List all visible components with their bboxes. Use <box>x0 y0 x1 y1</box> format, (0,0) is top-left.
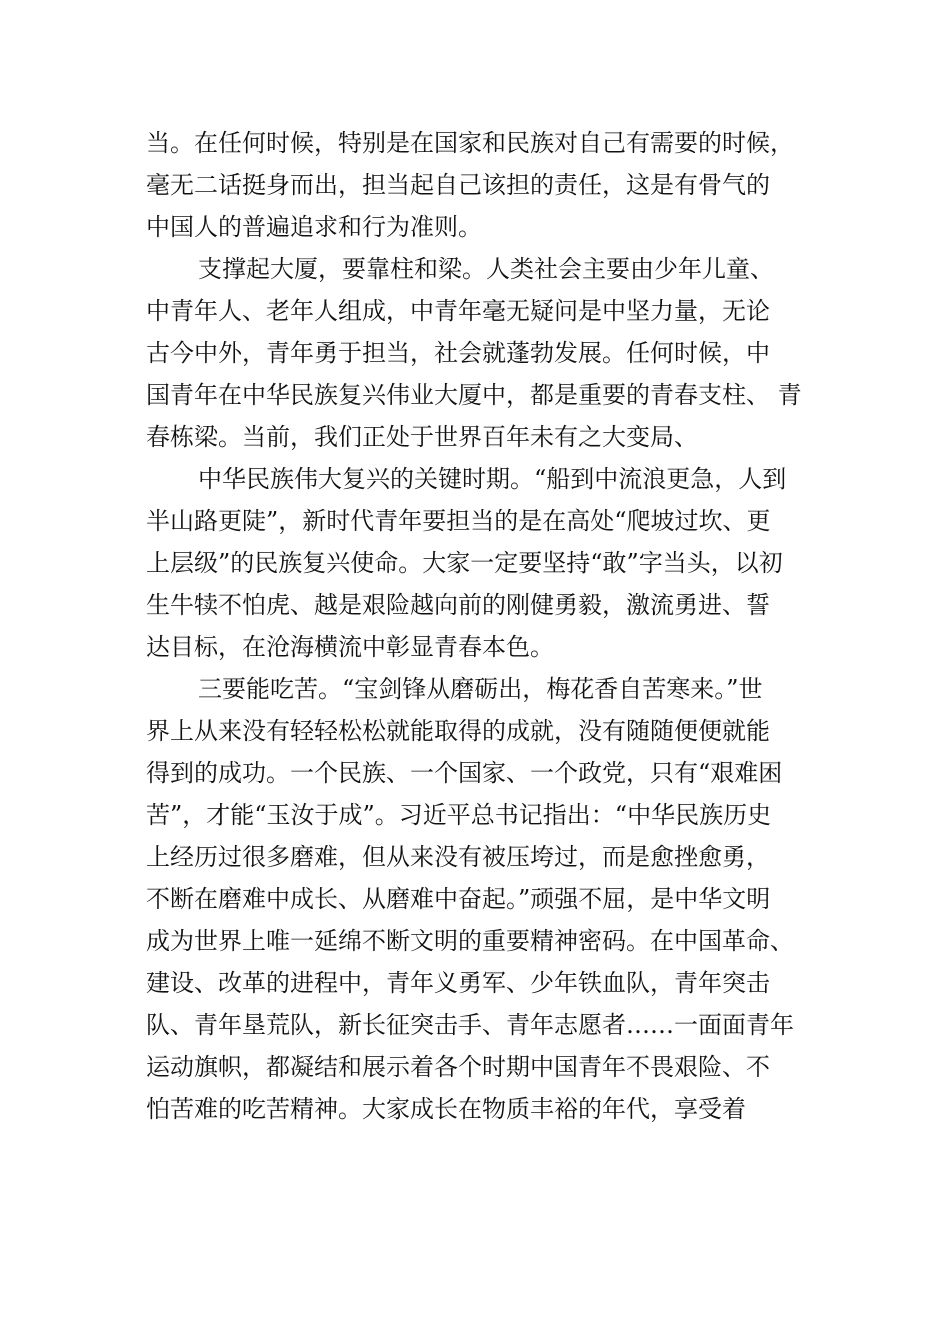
text-line: 半山路更陡”，新时代青年要担当的是在高处“爬坡过坎、更 <box>146 507 771 535</box>
text-line: 生牛犊不怕虎、越是艰险越向前的刚健勇毅，激流勇进、誓 <box>146 591 770 619</box>
text-line: 中青年人、老年人组成，中青年毫无疑问是中坚力量，无论 <box>146 297 770 325</box>
text-line: 不断在磨难中成长、从磨难中奋起。”顽强不屈，是中华文明 <box>146 885 771 913</box>
text-line: 上经历过很多磨难，但从来没有被压垮过，而是愈挫愈勇， <box>146 843 770 871</box>
text-line: 界上从来没有轻轻松松就能取得的成就，没有随随便便就能 <box>146 717 770 745</box>
text-line: 中国人的普遍追求和行为准则。 <box>146 213 482 241</box>
text-line: 古今中外，青年勇于担当，社会就蓬勃发展。任何时候，中 <box>146 339 770 367</box>
paragraph-start-line: 中华民族伟大复兴的关键时期。“船到中流浪更急，人到 <box>198 465 787 493</box>
text-line: 成为世界上唯一延绵不断文明的重要精神密码。在中国革命、 <box>146 927 794 955</box>
body-text <box>146 122 816 1130</box>
text-line: 当。在任何时候，特别是在国家和民族对自己有需要的时候， <box>146 129 794 157</box>
paragraph-start-line: 支撑起大厦，要靠柱和梁。人类社会主要由少年儿童、 <box>198 255 774 283</box>
text-line: 春栋梁。当前，我们正处于世界百年未有之大变局、 <box>146 423 698 451</box>
text-line: 毫无二话挺身而出，担当起自己该担的责任，这是有骨气的 <box>146 171 770 199</box>
paragraph-start-line: 三要能吃苦。“宝剑锋从磨砺出，梅花香自苦寒来。”世 <box>198 675 763 703</box>
text-line: 队、青年垦荒队，新长征突击手、青年志愿者……一面面青年 <box>146 1011 794 1039</box>
text-line: 建设、改革的进程中，青年义勇军、少年铁血队，青年突击 <box>146 969 770 997</box>
text-line: 上层级”的民族复兴使命。大家一定要坚持“敢”字当头，以初 <box>146 549 783 577</box>
text-line: 国青年在中华民族复兴伟业大厦中，都是重要的青春支柱、 青 <box>146 381 802 409</box>
text-line: 苦”，才能“玉汝于成”。习近平总书记指出：“中华民族历史 <box>146 801 772 829</box>
text-line: 达目标，在沧海横流中彰显青春本色。 <box>146 633 554 661</box>
text-line: 运动旗帜，都凝结和展示着各个时期中国青年不畏艰险、不 <box>146 1053 770 1081</box>
text-line: 怕苦难的吃苦精神。大家成长在物质丰裕的年代，享受着 <box>146 1095 746 1123</box>
text-line: 得到的成功。一个民族、一个国家、一个政党，只有“艰难困 <box>146 759 783 787</box>
